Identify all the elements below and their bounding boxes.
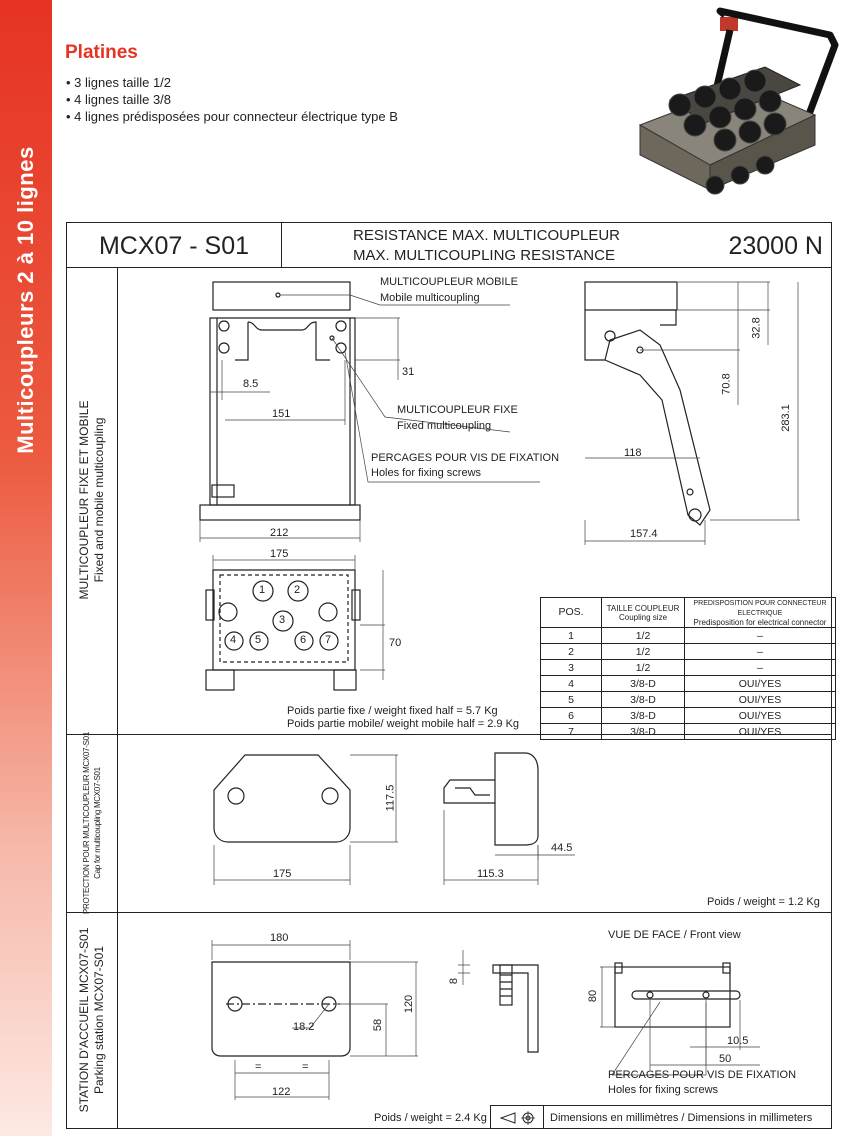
section3-label-fr: STATION D'ACCUEIL MCX07-S01 [77,927,91,1113]
callout-holes-en: Holes for fixing screws [371,467,482,479]
table-row [541,676,836,692]
cell-pred: OUI/YES [685,724,836,740]
dim-label: 10.5 [727,1035,749,1047]
table-header-pos: POS. [541,598,602,628]
dim-label: 175 [270,548,289,560]
dim-label: 8.5 [243,378,259,390]
table-header-size-fr: TAILLE COUPLEUR [606,603,680,613]
resistance-value: 23000 N [728,232,823,260]
cap-front-outline [214,755,350,842]
cell-pred: OUI/YES [685,676,836,692]
dim-label: 180 [270,932,289,944]
dim-label: = [255,1061,262,1073]
dim-label: 120 [403,994,416,1014]
cell-pos: 1 [541,628,602,644]
dim-label: 175 [273,868,292,880]
port-number: 2 [294,584,301,596]
cell-pos: 6 [541,708,602,724]
cell-size: 3/8-D [602,692,685,708]
section2-label-fr: PROTECTION POUR MULTICOUPLEUR MCX07-S01 [82,732,91,914]
table-row [541,644,836,660]
table-row [541,628,836,644]
callout-mobile-en: Mobile multicoupling [380,292,480,304]
port-number: 7 [325,634,332,646]
weight-fixed: Poids partie fixe / weight fixed half = 5.7 Kg [287,705,498,717]
section1-label-fr: MULTICOUPLEUR FIXE ET MOBILE [77,400,91,600]
callout-mobile-fr: MULTICOUPLEUR MOBILE [380,276,518,288]
callout-fixe-en: Fixed multicoupling [397,420,492,432]
table-header-size [602,598,685,628]
dim-label: 118 [624,447,642,459]
list-item: • 4 lignes prédisposées pour connecteur électrique type B [66,108,398,125]
station-weight: Poids / weight = 2.4 Kg [374,1112,487,1124]
dim-label: 31 [402,366,415,378]
cell-pos: 7 [541,724,602,740]
mobile-plate-outline [213,282,350,310]
resistance-label-fr: RESISTANCE MAX. MULTICOUPLEUR [353,227,620,244]
dim-label: 50 [719,1053,732,1065]
dim-label: 117.5 [384,784,397,812]
station-holes-fr: PERCAGES POUR VIS DE FIXATION [608,1069,797,1081]
units-note: Dimensions en millimètres / Dimensions in millimeters [550,1112,813,1124]
cell-size: 1/2 [602,628,685,644]
dim-label: 283.1 [779,404,792,432]
divider [490,1105,832,1106]
table-header-size-en: Coupling size [618,612,668,622]
dim-label: 44.5 [551,842,573,854]
dim-label: 8 [448,977,461,985]
cell-pred: – [685,644,836,660]
dim-label: 122 [272,1086,291,1098]
table-header-pred-fr: PREDISPOSITION POUR CONNECTEUR ELECTRIQUE [693,600,827,617]
weight-mobile: Poids partie mobile/ weight mobile half = 2.9 Kg [287,718,520,730]
cell-pos: 5 [541,692,602,708]
cell-pred: OUI/YES [685,692,836,708]
cap-weight: Poids / weight = 1.2 Kg [707,896,820,908]
table-header-pred [685,598,836,628]
cell-pos: 2 [541,644,602,660]
model-number: MCX07 - S01 [98,232,250,260]
table-row [541,708,836,724]
table-header-pred-en: Predisposition for electrical connector [693,618,827,627]
table-row [541,660,836,676]
dim-label: 70 [389,637,402,649]
cell-size: 1/2 [602,660,685,676]
divider [543,1105,544,1129]
station-front-outline [212,962,350,1056]
cell-pred: – [685,660,836,676]
port-number: 3 [279,614,286,626]
list-item: • 4 lignes taille 3/8 [66,91,398,108]
section1-label-en: Fixed and mobile multicoupling [92,417,106,583]
cell-pred: OUI/YES [685,708,836,724]
cell-pos: 3 [541,660,602,676]
table-row [541,692,836,708]
callout-holes-fr: PERCAGES POUR VIS DE FIXATION [371,452,560,464]
list-item: • 3 lignes taille 1/2 [66,74,398,91]
divider [490,1105,491,1129]
sidebar-title: Multicoupleurs 2 à 10 lignes [13,146,38,454]
dim-label: 70.8 [720,373,733,395]
dim-label: 157.4 [630,528,658,540]
projection-symbol-icon [497,1109,541,1127]
page-title: Platines [65,42,138,63]
station-holes-en: Holes for fixing screws [608,1084,719,1096]
cell-pred: – [685,628,836,644]
dim-label: 80 [587,989,600,1003]
port-number: 1 [259,584,266,596]
dim-label: 212 [270,527,289,539]
port-number: 5 [255,634,262,646]
front-view-title: VUE DE FACE / Front view [608,929,741,941]
coupling-table [540,597,836,740]
port-number: 6 [300,634,307,646]
dim-label: = [302,1061,309,1073]
resistance-label-en: MAX. MULTICOUPLING RESISTANCE [353,247,615,264]
dim-label: 58 [372,1018,385,1032]
cap-side-outline [495,753,538,845]
table-row [541,724,836,740]
cell-size: 3/8-D [602,724,685,740]
section3-label-en: Parking station MCX07-S01 [92,945,106,1095]
port-number: 4 [230,634,237,646]
dim-label: 151 [272,408,291,420]
cell-size: 1/2 [602,644,685,660]
dim-label: 32.8 [750,317,763,339]
dim-label: 18.2 [293,1021,315,1033]
dim-label: 115.3 [477,868,504,880]
callout-fixe-fr: MULTICOUPLEUR FIXE [397,404,518,416]
cell-size: 3/8-D [602,676,685,692]
cell-size: 3/8-D [602,708,685,724]
cell-pos: 4 [541,676,602,692]
section2-label-en: Cap for multicoupling MCX07-S01 [93,767,102,879]
